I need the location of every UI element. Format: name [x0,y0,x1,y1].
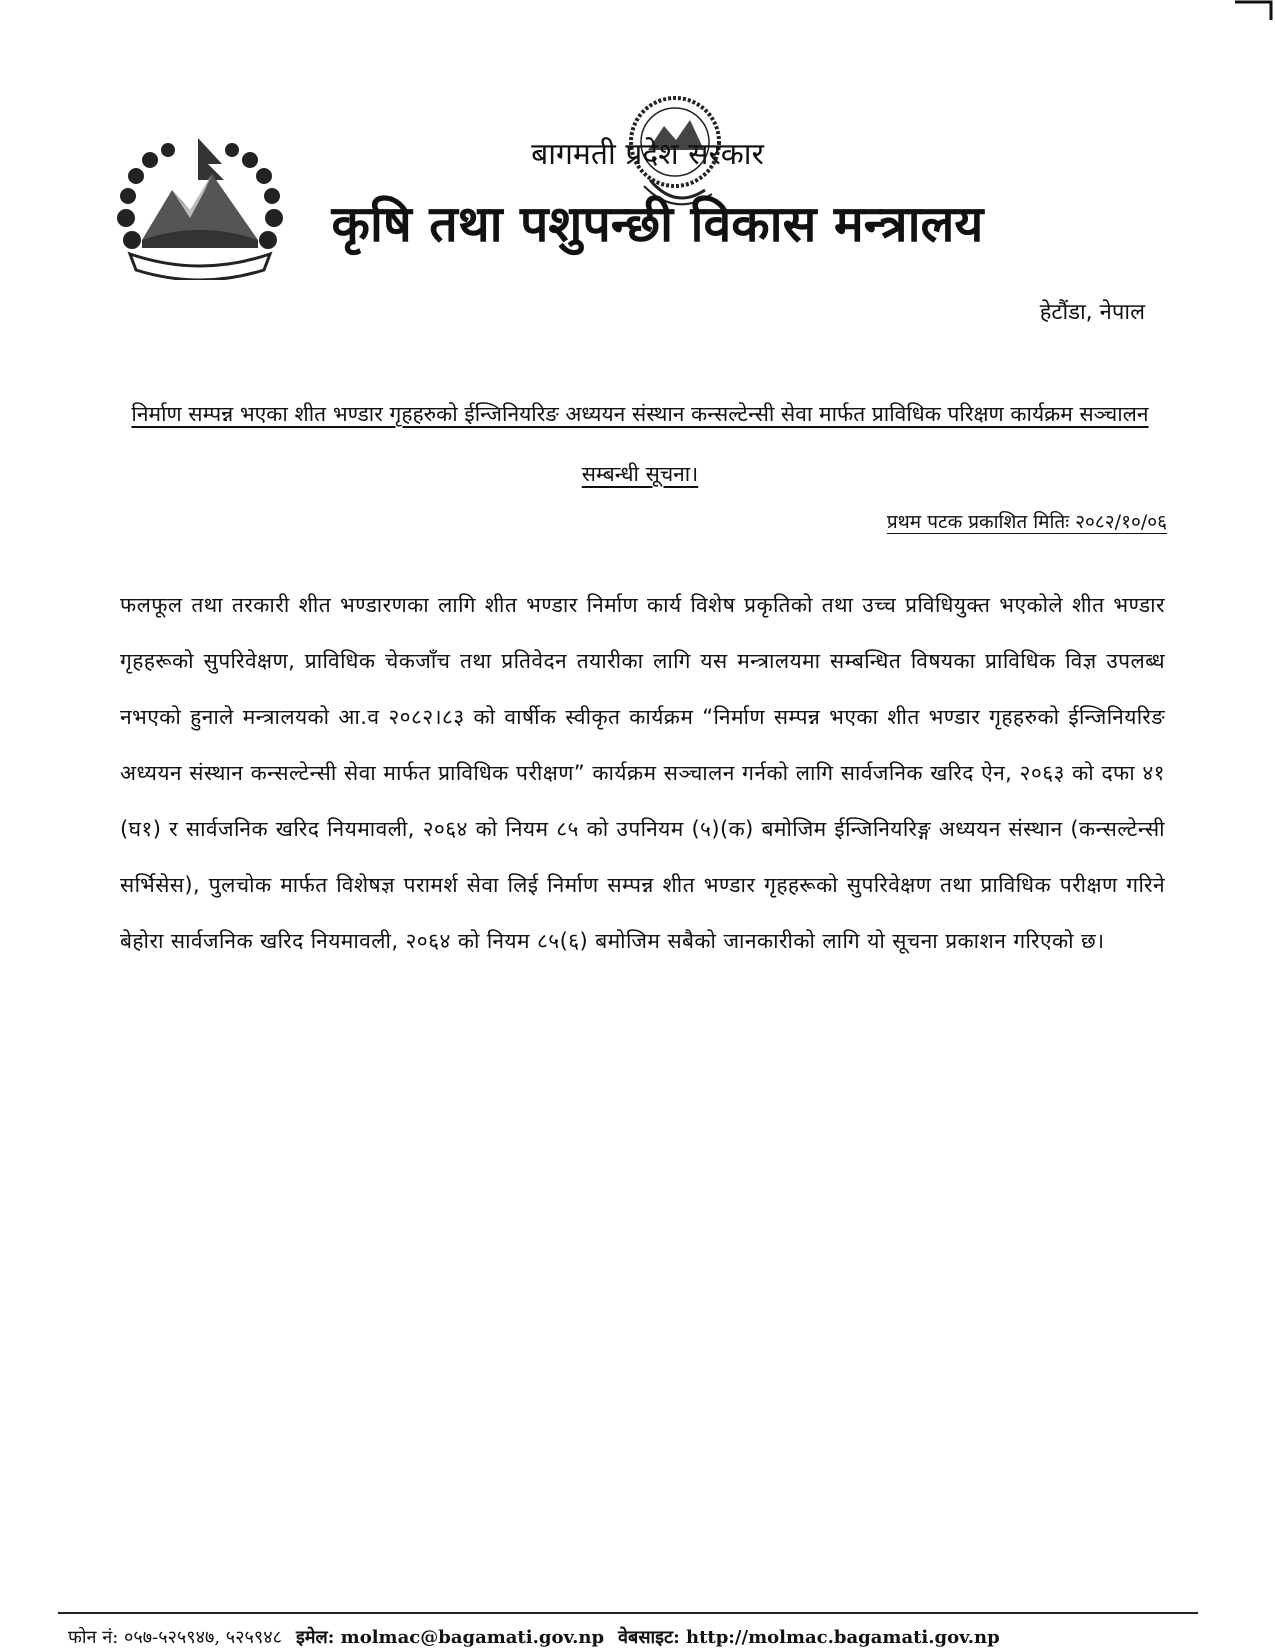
notice-title-text: निर्माण सम्पन्न भएका शीत भण्डार गृहहरुको ईन्जिनियरिङ अध्ययन संस्थान कन्सल्टेन्सी सेवा मार्फत प्राविधिक परिक्षण कार्यक्रम सञ्चालन सम्बन्धी सूचना। [131,402,1149,486]
notice-title [120,384,1160,504]
footer-email[interactable]: इमेल: molmac@bagamati.gov.np [295,1627,605,1648]
publish-date: प्रथम पटक प्रकाशित मितिः २०८२/१०/०६ [886,511,1167,533]
notice-body: फलफूल तथा तरकारी शीत भण्डारणका लागि शीत भण्डार निर्माण कार्य विशेष प्रकृतिको तथा उच्च प्रविधियुक्त भएकोले शीत भण्डार गृहहरूको सुपरिवेक्षण, प्राविधिक चेकजाँच तथा प्रतिवेदन तयारीका लागि यस मन्त्रालयमा सम्बन्धित विषयका प्राविधिक विज्ञ उपलब्ध नभएको हुनाले मन्त्रालयको आ.व २०८२।८३ को वार्षीक स्वीकृत कार्यक्रम “निर्माण सम्पन्न भएका शीत भण्डार गृहहरुको ईन्जिनियरिङ अध्ययन संस्थान कन्सल्टेन्सी सेवा मार्फत प्राविधिक परीक्षण” कार्यक्रम सञ्चालन गर्नको लागि सार्वजनिक खरिद ऐन, २०६३ को दफा ४१ (घ१) र सार्वजनिक खरिद नियमावली, २०६४ को नियम ८५ को उपनियम (५)(क) बमोजिम ईन्जिनियरिङ्ग अध्ययन संस्थान (कन्सल्टेन्सी सर्भिसेस), पुलचोक मार्फत विशेषज्ञ परामर्श सेवा लिई निर्माण सम्पन्न शीत भण्डार गृहहरूको सुपरिवेक्षण तथा प्राविधिक परीक्षण गरिने बेहोरा सार्वजनिक खरिद नियमावली, २०६४ को नियम ८५(६) बमोजिम सबैको जानकारीको लागि यो सूचना प्रकाशन गरिएको छ। [120,593,1165,953]
footer-contact [68,1625,1000,1649]
office-location: हेटौंडा, नेपाल [1039,300,1145,325]
ministry-name: कृषि तथा पशुपन्छी विकास मन्त्रालय [331,194,984,253]
scan-corner-mark [1235,0,1275,20]
footer-website[interactable]: वेबसाइट: http://molmac.bagamati.gov.np [618,1627,1000,1648]
footer-divider [58,1612,1198,1614]
government-name: बागमती प्रदेश सरकार [531,137,764,172]
footer-phone: फोन नं: ०५७-५२५९४७, ५२५९४८ [68,1627,282,1648]
